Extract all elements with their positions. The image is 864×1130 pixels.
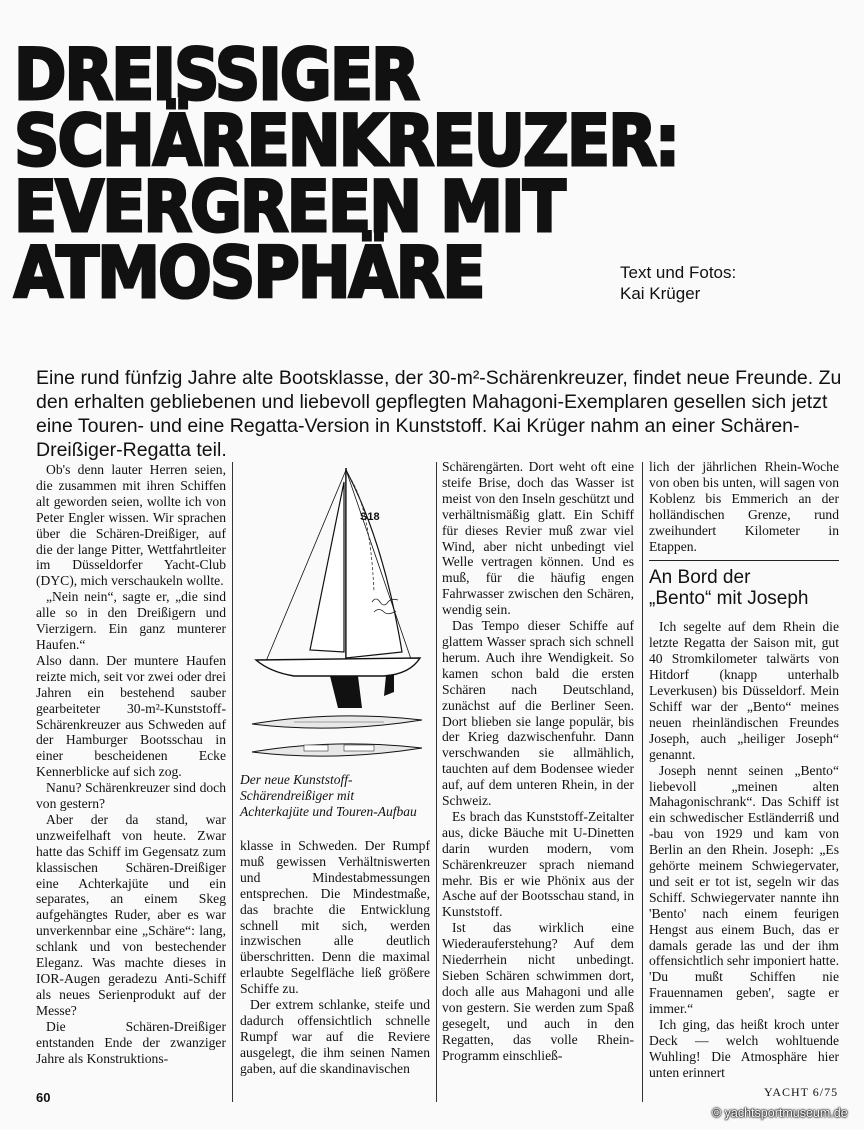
subheading-line-1: An Bord der <box>649 567 751 589</box>
paragraph: Also dann. Der muntere Haufen reizte mich, seit vor zwei oder drei Jahren ein bestehend sauber gearbeiteter 30-m²-Kunststoff-Schärenkreuzer aus Schweden auf der Hamburger Bootsschau in einer bescheidenen Ecke Kennerblicke auf sich zog. <box>36 652 226 780</box>
column-4 <box>649 459 839 1081</box>
paragraph: Ob's denn lauter Herren seien, die zusammen mit ihren Schiffen alt geworden seien, wollte ich von Peter Engler wissen. Wir sprachen über die Schären-Dreißiger, auf die der lange Pitter, Wettfahrtleiter im Düsseldorfer Yacht-Club (DYC), mich verschaukeln wollte. <box>36 462 226 589</box>
paragraph: Ist das wirklich eine Wiederauferstehung? Auf dem Niederrhein nicht unbedingt. Sieben Schären schwimmen dort, doch alle aus Mahagoni und alle von gestern. Sie werden zum Spaß gesegelt, und auch in den Regatten, das volle Rhein-Programm einschließ- <box>442 920 634 1063</box>
mainsail <box>346 470 402 658</box>
headline-line-1: DREISSIGER <box>14 34 418 116</box>
page-number: 60 <box>36 1090 51 1105</box>
credit-line-1: Text und Fotos: <box>620 263 737 282</box>
column-2 <box>240 838 430 1077</box>
paragraph: Der extrem schlanke, steife und dadurch offensichtlich schnelle Rumpf war auf die Reviere ausgelegt, die ihm seinen Namen gaben, auf die skandinavischen <box>240 997 430 1076</box>
paragraph: Joseph nennt seinen „Bento“ liebevoll „meinen alten Mahagonischrank“. Das Schiff ist ein schwedischer Estländerriß und -bau von 1929 und kam von Berlin an den Rhein. Joseph: „Es gehörte meinem Schwiegervater, und seit er tot ist, segeln wir das Schiff. Schwiegervater nannte ihn 'Bento' nach einem feurigen Hengst aus einem Buch, das er damals gerade las und der ihm offensichtlich sehr imponiert hatte. 'Du mußt Schiffen nie Frauennamen geben', sagte er immer.“ <box>649 762 840 1017</box>
headline-line-3: EVERGREEN MIT <box>14 166 564 248</box>
interior-plan-berth <box>344 745 374 751</box>
subheading-line-2: „Bento“ mit Joseph <box>649 588 809 610</box>
jib <box>310 482 344 652</box>
column-divider <box>436 462 437 1102</box>
paragraph: Aber der da stand, war unzweifelhaft von heute. Zwar hatte das Schiff im Gegensatz zum klassischen Schären-Dreißiger eine Achterkajüte und ein separates, an einem Skeg aufgehängtes Ruder, aber es war unverkennbar eine „Schäre“: lang, schlank und von bestechender Eleganz. Was machte dieses in IOR-Augen geradezu Anti-Schiff als neues Serienprodukt auf der Messe? <box>36 811 226 1018</box>
paragraph: Es brach das Kunststoff-Zeitalter aus, dicke Bäuche mit U-Dinetten darin wurden modern, vom Schärenkreuzer sprach niemand mehr. Bis er wie Phönix aus der Asche auf der Bootsschau stand, in Kunststoff. <box>442 808 634 920</box>
lead-paragraph: Eine rund fünfzig Jahre alte Bootsklasse, der 30-m²-Schärenkreuzer, findet neue Freunde. Zu den erhalten gebliebenen und liebevoll gepflegten Mahagoni-Exemplaren gesellen sich jetzt eine Touren- und eine Regatta-Version in Kunststoff. Kai Krüger nahm an einer Schären-Dreißiger-Regatta teil. <box>36 367 842 461</box>
paragraph: Die Schären-Dreißiger entstanden Ende der zwanziger Jahre als Konstruktions- <box>36 1018 226 1066</box>
magazine-issue: YACHT 6/75 <box>764 1085 839 1099</box>
sail-number: S18 <box>360 511 380 523</box>
paragraph: Ich ging, das heißt kroch unter Deck — welch wohltuende Wuhling! Die Atmosphäre hier unten erinnert <box>649 1017 839 1080</box>
paragraph: Nanu? Schärenkreuzer sind doch von gestern? <box>36 780 226 812</box>
paragraph: Ich segelte auf dem Rhein die letzte Regatta der Saison mit, gut 40 Stromkilometer talwärts von Hitdorf (knapp unterhalb Leverkusen) bis Düsseldorf. Mein Schiff war der „Bento“ meines neuen rheinländischen Freundes Joseph, auch „heiliger Joseph“ genannt. <box>649 619 839 762</box>
column-divider <box>232 462 233 1102</box>
column-3 <box>442 459 634 1063</box>
paragraph: Schärengärten. Dort weht oft eine steife Brise, doch das Wasser ist meist von den Inseln geschützt und verhältnismäßig glatt. Ein Schiff für dieses Revier muß zwar viel Wind, aber nicht unbedingt viel Welle vertragen können. Und es muß, für die häufig engen Fahrwasser zwischen den Schären, wendig sein. <box>442 459 634 618</box>
section-subheading <box>649 560 839 613</box>
paragraph: Das Tempo dieser Schiffe auf glattem Wasser sprach sich schnell herum. Auch ihre Wendigkeit. So kamen schon bald die ersten Schären nach Deutschland, zunächst auf die Berliner Seen. Dort blieben sie lange populär, bis der Krieg dazwischenfuhr. Dann verschwanden sie allmählich, tauchten auf dem Bodensee wieder auf, auf dem unteren Rhein, in der Schweiz. <box>442 618 634 809</box>
rudder <box>384 674 394 696</box>
watermark: © yachtsportmuseum.de <box>712 1106 848 1120</box>
column-divider <box>642 462 643 1102</box>
sailboat-drawing <box>234 462 434 770</box>
interior-plan-berth <box>304 745 328 751</box>
paragraph: klasse in Schweden. Der Rumpf muß gewissen Verhältniswerten und Mindestabmessungen entsprechen. Die Mindestmaße, das brachte die Entwicklung schnell mit sich, werden inzwischen alle deutlich überschritten. Denn die maximal erlaubte Segelfläche ließ größere Schiffe zu. <box>240 838 430 997</box>
paragraph: „Nein nein“, sagte er, „die sind alle so in den Dreißigern und Vierzigern. Ein ganz munterer Haufen.“ <box>36 589 226 652</box>
credit-line-2: Kai Krüger <box>620 284 701 303</box>
keel <box>330 676 362 708</box>
headline-line-2: SCHÄRENKREUZER: <box>14 100 679 182</box>
figure-caption: Der neue Kunststoff-Schärendreißiger mit Achterkajüte und Touren-Aufbau <box>240 772 417 819</box>
headline-line-4: ATMOSPHÄRE <box>14 232 484 314</box>
paragraph: lich der jährlichen Rhein-Woche von oben bis unten, will sagen von Koblenz bis Emmerich an der holländischen Grenze, rund zweihundert Kilometer in Etappen. <box>649 459 839 554</box>
column-1 <box>36 462 226 1066</box>
interior-plan <box>252 744 422 756</box>
hull <box>256 658 420 676</box>
author-credit <box>620 262 736 304</box>
